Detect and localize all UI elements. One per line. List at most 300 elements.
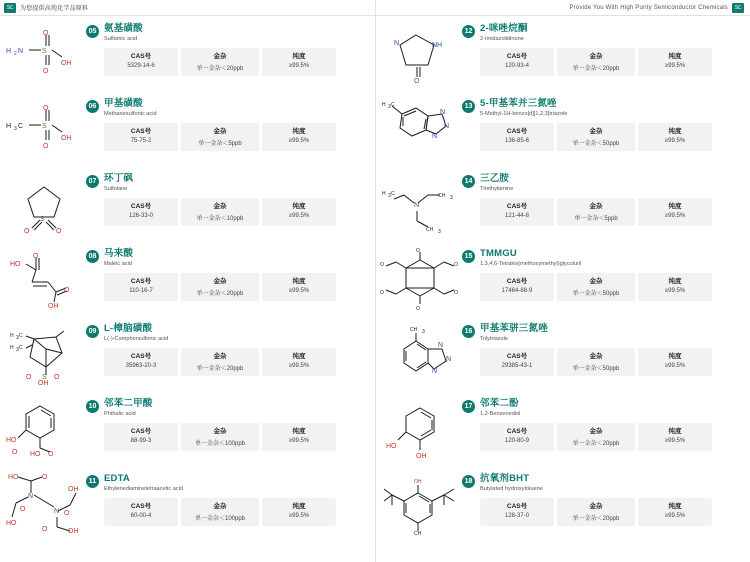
svg-text:HO: HO: [10, 261, 21, 268]
product-names: [480, 249, 581, 268]
structure-camphorsulfonic-acid: [2, 318, 86, 390]
product-entry[interactable]: [376, 318, 750, 393]
spec-purity-label: 纯度: [292, 127, 306, 135]
spec-purity-value: ≥99.5%: [664, 437, 686, 444]
structure-tmmgu: [378, 243, 462, 315]
product-name-cn: 抗氧剂BHT: [480, 473, 530, 484]
product-specs: [480, 348, 744, 376]
spec-metal-label: 金杂: [213, 427, 227, 435]
svg-text:3: 3: [16, 335, 19, 341]
product-info: [462, 93, 750, 151]
product-info: [462, 168, 750, 226]
product-name-en: 1,3,4,6-Tetrakis(methoxymethyl)glycoluril: [480, 261, 582, 268]
spec-metal-value: 单一金杂＜20ppb: [196, 290, 244, 297]
spec-cas: [104, 123, 178, 151]
svg-text:3: 3: [14, 126, 17, 132]
entry-list-right: [376, 16, 750, 543]
spec-purity-value: ≥99.5%: [664, 137, 686, 144]
product-names: [480, 99, 567, 118]
svg-text:3: 3: [438, 229, 441, 235]
product-title-row: [462, 474, 744, 493]
product-name-en: Methanesulfonic acid: [104, 111, 157, 118]
product-name-en: Butylated hydroxytoluene: [480, 486, 543, 493]
spec-purity-label: 纯度: [292, 277, 306, 285]
spec-cas-value: 110-16-7: [129, 287, 153, 294]
svg-text:S: S: [42, 123, 47, 130]
spec-metal-value: 单一金杂＜20ppb: [196, 365, 244, 372]
svg-text:OH: OH: [38, 380, 49, 385]
spec-purity: [638, 348, 712, 376]
product-name-cn: TMMGU: [480, 248, 517, 259]
product-name-en: 1,2-Benzenediol: [480, 411, 521, 418]
product-name-en: 2-Imidazolidinone: [480, 36, 524, 43]
spec-purity: [638, 198, 712, 226]
product-specs: [104, 273, 369, 301]
product-number: 15: [462, 250, 475, 263]
spec-cas: [480, 348, 554, 376]
svg-text:OH: OH: [68, 486, 79, 493]
spec-metal: [557, 198, 635, 226]
product-title-row: [86, 324, 369, 343]
structure-bht: [378, 468, 462, 540]
spec-cas-value: 60-00-4: [130, 512, 152, 519]
spec-metal: [181, 48, 259, 76]
spec-purity: [262, 48, 336, 76]
structure-sulfolane: [2, 168, 86, 240]
spec-cas-label: CAS号: [506, 52, 528, 60]
product-entry[interactable]: [376, 393, 750, 468]
svg-text:3: 3: [16, 347, 19, 353]
product-specs: [480, 48, 744, 76]
spec-cas-value: 120-93-4: [504, 62, 530, 69]
entry-list-left: [0, 16, 375, 543]
spec-purity-label: 纯度: [292, 502, 306, 510]
spec-purity-label: 纯度: [668, 277, 682, 285]
product-title-row: [462, 324, 744, 343]
svg-text:H: H: [6, 48, 12, 55]
product-number: 06: [86, 100, 99, 113]
svg-text:O: O: [42, 526, 48, 533]
product-title-row: [86, 399, 369, 418]
spec-metal-label: 金杂: [213, 352, 227, 360]
product-name-cn: 氨基磺酸: [104, 23, 143, 34]
product-name-en: Triethylamine: [480, 186, 514, 193]
spec-cas-label: CAS号: [130, 52, 152, 60]
spec-metal-label: 金杂: [213, 502, 227, 510]
spec-metal: [557, 273, 635, 301]
product-info: [462, 18, 750, 76]
spec-purity: [638, 423, 712, 451]
svg-text:O: O: [380, 262, 384, 268]
svg-text:N: N: [440, 109, 446, 116]
svg-text:N: N: [438, 342, 444, 349]
svg-text:HO: HO: [6, 437, 17, 444]
spec-metal: [181, 348, 259, 376]
spec-cas-value: 17464-88-9: [501, 287, 533, 294]
spec-cas: [480, 198, 554, 226]
structure-phthalic-acid: [2, 393, 86, 465]
spec-cas: [480, 273, 554, 301]
product-specs: [480, 498, 744, 526]
product-entry[interactable]: [0, 168, 375, 243]
spec-purity: [638, 273, 712, 301]
spec-metal-value: 单一金杂＜100ppb: [194, 440, 246, 447]
svg-text:3: 3: [450, 195, 453, 201]
product-specs: [104, 498, 369, 526]
svg-text:O: O: [416, 306, 420, 310]
svg-text:2: 2: [14, 51, 17, 57]
product-names: [104, 474, 183, 493]
spec-cas-value: 128-37-0: [504, 512, 530, 519]
product-number: 13: [462, 100, 475, 113]
spec-purity-value: ≥99.5%: [288, 362, 310, 369]
svg-text:O: O: [42, 474, 48, 481]
spec-metal: [181, 198, 259, 226]
spec-metal-value: 单一金杂＜20ppb: [572, 440, 620, 447]
spec-metal: [557, 48, 635, 76]
svg-text:CH: CH: [438, 193, 446, 199]
product-number: 09: [86, 325, 99, 338]
product-name-cn: 邻苯二甲酸: [104, 398, 153, 409]
product-info: [86, 18, 375, 76]
product-info: [86, 243, 375, 301]
product-name-cn: 甲基磺酸: [104, 98, 143, 109]
product-name-cn: L-樟脑磺酸: [104, 323, 153, 334]
svg-text:HO: HO: [30, 451, 41, 458]
page-header-right: [376, 0, 750, 16]
spec-purity-label: 纯度: [668, 52, 682, 60]
product-name-cn: 甲基苯骈三氮唑: [480, 323, 548, 334]
svg-text:O: O: [43, 30, 49, 37]
product-entry[interactable]: [0, 318, 375, 393]
spec-cas: [104, 273, 178, 301]
product-specs: [480, 198, 744, 226]
spec-cas-label: CAS号: [506, 202, 528, 210]
svg-text:S: S: [42, 48, 47, 55]
spec-cas-value: 88-99-3: [130, 437, 152, 444]
product-number: 17: [462, 400, 475, 413]
product-number: 11: [86, 475, 99, 488]
product-specs: [104, 123, 369, 151]
svg-text:N: N: [446, 356, 452, 363]
svg-text:O: O: [48, 451, 54, 458]
spec-metal-value: 单一金杂＜20ppb: [572, 65, 620, 72]
product-entry[interactable]: [0, 18, 375, 93]
spec-metal-value: 单一金杂＜5ppb: [198, 140, 242, 147]
product-specs: [480, 273, 744, 301]
spec-cas-value: 5329-14-6: [127, 62, 155, 69]
product-name-cn: 环丁砜: [104, 173, 134, 184]
product-names: [104, 324, 168, 343]
product-info: [86, 168, 375, 226]
svg-text:OH: OH: [61, 60, 72, 67]
spec-cas-label: CAS号: [506, 352, 528, 360]
svg-text:H: H: [382, 191, 386, 197]
svg-text:O: O: [24, 228, 30, 235]
spec-metal-value: 单一金杂＜10ppb: [196, 215, 244, 222]
spec-purity-value: ≥99.5%: [664, 62, 686, 69]
product-title-row: [462, 99, 744, 118]
product-title-row: [462, 399, 744, 418]
product-title-row: [462, 24, 744, 43]
product-entry[interactable]: [0, 393, 375, 468]
product-entry[interactable]: [0, 468, 375, 543]
spec-purity-value: ≥99.5%: [288, 62, 310, 69]
structure-methanesulfonic-acid: [2, 93, 86, 165]
brand-logo-icon: SC: [4, 3, 16, 13]
product-name-en: Ethylenediaminetetraacetic acid: [104, 486, 183, 493]
product-number: 14: [462, 175, 475, 188]
svg-text:N: N: [28, 493, 34, 500]
spec-cas: [480, 498, 554, 526]
spec-metal-label: 金杂: [213, 202, 227, 210]
svg-text:C: C: [391, 191, 395, 197]
svg-text:H: H: [10, 345, 14, 351]
structure-benzenediol: [378, 393, 462, 465]
product-name-en: 5-Methyl-1H-benzo[d][1,2,3]triazole: [480, 111, 568, 118]
spec-purity: [262, 423, 336, 451]
product-name-cn: 三乙胺: [480, 173, 510, 184]
svg-text:N: N: [54, 508, 60, 515]
product-names: [104, 99, 157, 118]
structure-methylbenzotriazole-a: [378, 93, 462, 165]
svg-text:H: H: [382, 102, 386, 108]
spec-cas-label: CAS号: [130, 202, 152, 210]
spec-metal-value: 单一金杂＜50ppb: [572, 365, 620, 372]
svg-text:O: O: [20, 506, 26, 513]
product-entry[interactable]: [376, 168, 750, 243]
spec-cas-value: 121-44-8: [504, 212, 530, 219]
brand-logo-icon: SC: [732, 3, 744, 13]
spec-cas-label: CAS号: [130, 502, 152, 510]
svg-text:NH: NH: [432, 42, 443, 49]
spec-purity-value: ≥99.5%: [288, 437, 310, 444]
product-names: [480, 174, 513, 193]
structure-triethylamine: [378, 168, 462, 240]
product-specs: [104, 423, 369, 451]
product-info: [462, 318, 750, 376]
structure-edta: [2, 468, 86, 540]
svg-text:O: O: [454, 290, 458, 296]
product-name-cn: 2-咪唑烷酮: [480, 23, 528, 34]
svg-text:O: O: [454, 262, 458, 268]
svg-text:N: N: [444, 123, 450, 130]
spec-purity-label: 纯度: [668, 202, 682, 210]
product-info: [86, 318, 375, 376]
spec-purity-value: ≥99.5%: [664, 212, 686, 219]
spec-metal-label: 金杂: [589, 277, 603, 285]
spec-metal-label: 金杂: [589, 52, 603, 60]
spec-cas-label: CAS号: [506, 127, 528, 135]
spec-purity-label: 纯度: [668, 127, 682, 135]
spec-cas: [104, 198, 178, 226]
svg-text:O: O: [414, 78, 420, 85]
header-title-left: 为您提供高纯化学品原料: [20, 6, 89, 12]
product-names: [104, 399, 153, 418]
svg-text:3: 3: [388, 193, 391, 199]
product-entry[interactable]: [376, 18, 750, 93]
spec-purity-value: ≥99.5%: [288, 137, 310, 144]
product-title-row: [462, 174, 744, 193]
spec-purity: [638, 123, 712, 151]
spec-cas: [104, 423, 178, 451]
svg-text:CH: CH: [410, 327, 418, 333]
spec-cas: [480, 123, 554, 151]
product-info: [462, 393, 750, 451]
spec-purity: [262, 198, 336, 226]
spec-metal: [181, 273, 259, 301]
header-title-right: Provide You With High Purity Semiconductor Chemicals: [569, 4, 728, 11]
product-title-row: [86, 474, 369, 493]
product-info: [462, 468, 750, 526]
spec-metal-label: 金杂: [589, 502, 603, 510]
spec-cas-value: 136-85-6: [504, 137, 530, 144]
spec-purity: [262, 498, 336, 526]
product-entry[interactable]: [376, 468, 750, 543]
spec-cas-label: CAS号: [130, 352, 152, 360]
product-name-cn: 邻苯二酚: [480, 398, 519, 409]
product-name-en: L(-)-Camphorsulfonic acid: [104, 336, 169, 343]
svg-text:OH: OH: [414, 479, 422, 485]
svg-text:N: N: [414, 202, 420, 209]
spec-purity-label: 纯度: [292, 352, 306, 360]
product-title-row: [86, 249, 369, 268]
spec-cas-label: CAS号: [506, 502, 528, 510]
svg-text:OH: OH: [416, 453, 427, 460]
svg-text:CH: CH: [414, 531, 422, 535]
spec-metal: [557, 498, 635, 526]
structure-maleic-acid: [2, 243, 86, 315]
spec-purity-value: ≥99.5%: [288, 512, 310, 519]
spec-purity-label: 纯度: [292, 52, 306, 60]
svg-text:H: H: [6, 123, 12, 130]
svg-text:HO: HO: [8, 474, 19, 481]
product-names: [480, 399, 520, 418]
spec-metal-label: 金杂: [213, 52, 227, 60]
product-names: [480, 24, 528, 43]
spec-cas-label: CAS号: [506, 427, 528, 435]
spec-metal-label: 金杂: [213, 127, 227, 135]
spec-metal-value: 单一金杂＜50ppb: [572, 290, 620, 297]
product-name-cn: 马来酸: [104, 248, 134, 259]
spec-purity-label: 纯度: [668, 352, 682, 360]
spec-cas-label: CAS号: [130, 277, 152, 285]
spec-purity: [262, 123, 336, 151]
svg-text:N: N: [432, 133, 438, 140]
spec-metal-label: 金杂: [589, 427, 603, 435]
spec-metal-value: 单一金杂＜100ppb: [194, 515, 246, 522]
svg-text:O: O: [64, 287, 70, 294]
spec-cas-label: CAS号: [130, 427, 152, 435]
spec-purity-value: ≥99.5%: [664, 287, 686, 294]
spec-purity-value: ≥99.5%: [288, 212, 310, 219]
product-info: [462, 243, 750, 301]
spec-cas: [104, 48, 178, 76]
svg-text:3: 3: [388, 104, 391, 110]
structure-imidazolidinone: [378, 18, 462, 90]
spec-metal-value: 单一金杂＜20ppb: [572, 515, 620, 522]
spec-cas-value: 126-33-0: [128, 212, 154, 219]
spec-purity-value: ≥99.5%: [288, 287, 310, 294]
product-info: [86, 393, 375, 451]
product-number: 07: [86, 175, 99, 188]
spec-cas-value: 29385-43-1: [501, 362, 533, 369]
spec-metal: [557, 423, 635, 451]
svg-text:C: C: [391, 102, 395, 108]
spec-metal-label: 金杂: [589, 127, 603, 135]
svg-text:O: O: [33, 253, 39, 260]
product-specs: [104, 348, 369, 376]
svg-text:C: C: [19, 333, 23, 339]
svg-text:O: O: [43, 68, 49, 75]
svg-text:OH: OH: [68, 528, 79, 535]
spec-metal-value: 单一金杂＜50ppb: [572, 140, 620, 147]
product-info: [86, 93, 375, 151]
spec-metal-label: 金杂: [589, 352, 603, 360]
spec-purity-value: ≥99.5%: [664, 362, 686, 369]
right-column: [375, 0, 750, 562]
product-number: 18: [462, 475, 475, 488]
spec-purity: [262, 348, 336, 376]
spec-purity-label: 纯度: [668, 502, 682, 510]
product-names: [480, 324, 548, 343]
svg-text:HO: HO: [6, 520, 17, 527]
svg-text:C: C: [19, 345, 23, 351]
product-name-en: Maleic acid: [104, 261, 132, 268]
product-name-cn: EDTA: [104, 473, 130, 484]
svg-text:S: S: [40, 216, 45, 223]
spec-metal-value: 单一金杂＜5ppb: [574, 215, 618, 222]
spec-purity: [638, 48, 712, 76]
structure-tolytriazole: [378, 318, 462, 390]
product-entry[interactable]: [376, 93, 750, 168]
product-entry[interactable]: [0, 93, 375, 168]
product-names: [104, 249, 133, 268]
spec-cas-value: 35963-20-3: [125, 362, 157, 369]
product-name-en: Sulfamic acid: [104, 36, 138, 43]
svg-text:O: O: [64, 510, 70, 517]
svg-text:O: O: [416, 248, 420, 254]
svg-text:O: O: [380, 290, 384, 296]
structure-sulfamic-acid: [2, 18, 86, 90]
product-number: 16: [462, 325, 475, 338]
spec-purity: [638, 498, 712, 526]
product-title-row: [86, 174, 369, 193]
product-entry[interactable]: [0, 243, 375, 318]
spec-purity-value: ≥99.5%: [664, 512, 686, 519]
spec-cas: [104, 498, 178, 526]
product-number: 12: [462, 25, 475, 38]
spec-cas: [480, 48, 554, 76]
product-title-row: [86, 24, 369, 43]
product-specs: [480, 123, 744, 151]
spec-metal: [181, 123, 259, 151]
svg-text:O: O: [43, 143, 49, 150]
product-specs: [104, 48, 369, 76]
svg-text:OH: OH: [61, 135, 72, 142]
spec-purity-label: 纯度: [292, 427, 306, 435]
spec-metal-label: 金杂: [589, 202, 603, 210]
svg-text:HO: HO: [386, 443, 397, 450]
spec-cas-value: 75-75-2: [130, 137, 152, 144]
product-entry[interactable]: [376, 243, 750, 318]
spec-purity-label: 纯度: [292, 202, 306, 210]
spec-purity: [262, 273, 336, 301]
spec-metal: [181, 498, 259, 526]
spec-metal: [557, 123, 635, 151]
svg-text:O: O: [56, 228, 62, 235]
svg-text:OH: OH: [48, 303, 59, 310]
